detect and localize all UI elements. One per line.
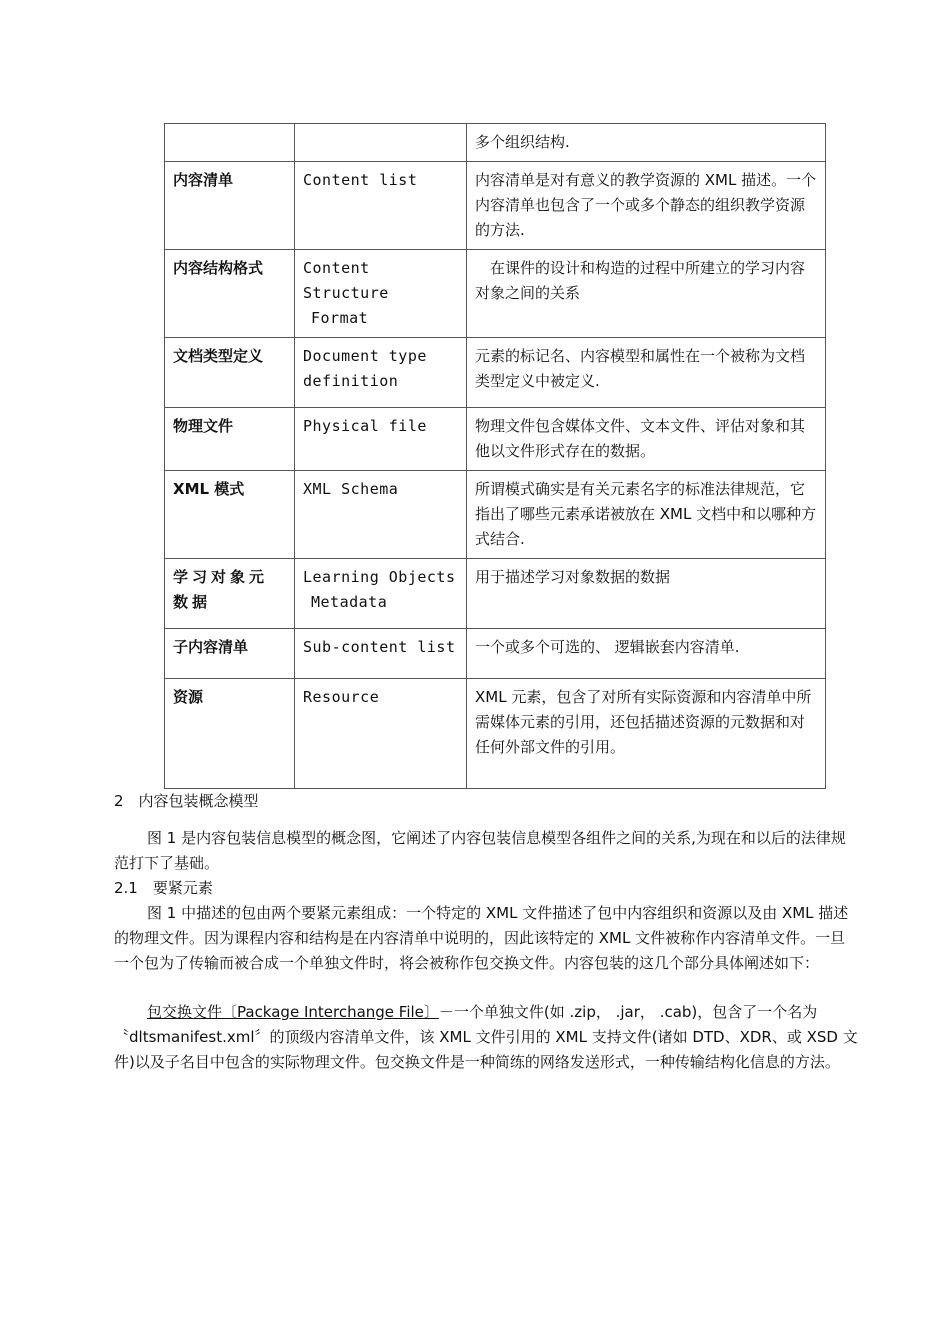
description-cell: 物理文件包含媒体文件、文本文件、评估对象和其他以文件形式存在的数据。 (467, 408, 826, 471)
english-term-cell (295, 124, 467, 162)
table-row (165, 679, 826, 789)
term-cell: 学习对象元数据 (165, 559, 295, 629)
term-cell (165, 124, 295, 162)
english-term-line1: Physical file (303, 417, 427, 435)
english-term-cell (295, 162, 467, 250)
english-term-cell (295, 408, 467, 471)
table-row (165, 559, 826, 629)
english-term-cell (295, 471, 467, 559)
term-cell: 文档类型定义 (165, 338, 295, 408)
description-cell: 在课件的设计和构造的过程中所建立的学习内容对象之间的关系 (467, 250, 826, 338)
glossary-table (164, 123, 826, 789)
term-cell: 资源 (165, 679, 295, 789)
description-cell: 所谓模式确实是有关元素名字的标准法律规范，它指出了哪些元素承诺被放在 XML 文档中和以哪种方式结合. (467, 471, 826, 559)
table-row (165, 124, 826, 162)
term-cell: 子内容清单 (165, 629, 295, 679)
english-term-cell (295, 338, 467, 408)
english-term-cell (295, 559, 467, 629)
english-term-cell (295, 679, 467, 789)
term-cell: 内容清单 (165, 162, 295, 250)
english-term-line1: Resource (303, 688, 380, 706)
term-cell: XML 模式 (165, 471, 295, 559)
section-2-heading: 2 内容包装概念模型 (114, 792, 259, 810)
english-term-line2: Format (311, 309, 369, 327)
section-2-1-heading: 2.1 要紧元素 (114, 879, 213, 897)
english-term-line2: Metadata (311, 593, 388, 611)
english-term-line1: Content Structure (303, 259, 389, 302)
english-term-line1: Document type (303, 347, 427, 365)
table-row (165, 408, 826, 471)
package-interchange-description: －一个单独文件(如 .zip， .jar， .cab)，包含了一个名为〝dltsmanifest.xml〞的顶级内容清单文件，该 XML 文件引用的 XML 支持文件(诸如 DTD、XDR、或 XSD 文件)以及子名目中包含的实际物理文件。包交换文件是一种简练的网络发送形式，一种传输结构化信息的方法。 (114, 1003, 858, 1071)
description-cell: 多个组织结构. (467, 124, 826, 162)
english-term-line1: Sub-content list (303, 638, 456, 656)
term-cell: 内容结构格式 (165, 250, 295, 338)
term-cell: 物理文件 (165, 408, 295, 471)
table-row (165, 338, 826, 408)
package-interchange-paragraph (114, 1000, 860, 1075)
section-2-paragraph: 图 1 是内容包装信息模型的概念图，它阐述了内容包装信息模型各组件之间的关系,为现在和以后的法律规范打下了基础。 (114, 829, 846, 872)
english-term-line2: definition (303, 372, 399, 390)
english-term-line1: XML Schema (303, 480, 399, 498)
description-cell: 用于描述学习对象数据的数据 (467, 559, 826, 629)
description-cell: 一个或多个可选的、 逻辑嵌套内容清单. (467, 629, 826, 679)
table-row (165, 471, 826, 559)
section-2-1-paragraph: 图 1 中描述的包由两个要紧元素组成：一个特定的 XML 文件描述了包中内容组织和资源以及由 XML 描述的物理文件。因为课程内容和结构是在内容清单中说明的，因此该特定的 XML 文件被称作内容清单文件。一旦一个包为了传输而被合成一个单独文件时，将会被称作包交换文件。内容包装的这几个部分具体阐述如下： (114, 904, 849, 972)
english-term-line1: Learning Objects (303, 568, 456, 586)
description-cell: XML 元素，包含了对所有实际资源和内容清单中所需媒体元素的引用，还包括描述资源的元数据和对任何外部文件的引用。 (467, 679, 826, 789)
table-row (165, 629, 826, 679)
english-term-cell (295, 629, 467, 679)
description-cell: 元素的标记名、内容模型和属性在一个被称为文档类型定义中被定义. (467, 338, 826, 408)
table-row (165, 162, 826, 250)
package-interchange-term: 包交换文件〔Package Interchange File〕 (147, 1003, 439, 1021)
english-term-cell (295, 250, 467, 338)
english-term-line1: Content list (303, 171, 418, 189)
table-row (165, 250, 826, 338)
description-cell: 内容清单是对有意义的教学资源的 XML 描述。一个内容清单也包含了一个或多个静态的组织教学资源的方法. (467, 162, 826, 250)
